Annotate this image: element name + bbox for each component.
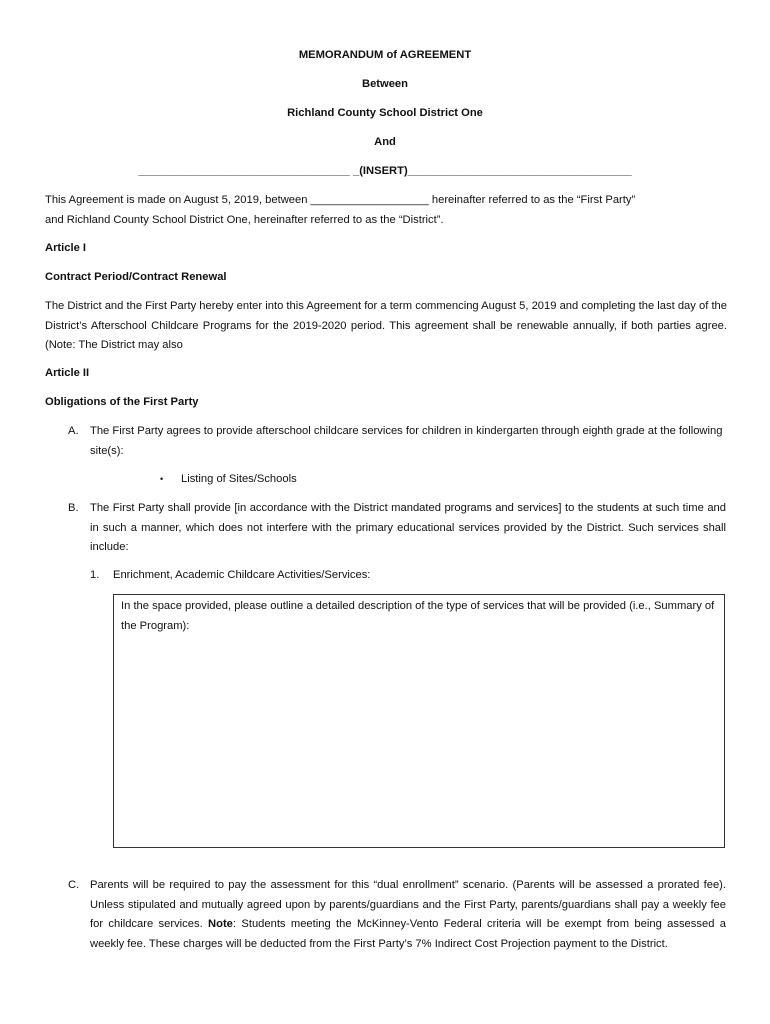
item-c-text-after: : Students meeting the McKinney-Vento Federal criteria will be exempt from being assessed a weekly fee. These charges will be deducted from the First Party’s 7% Indirect Cost Projection payment to the District.: [90, 918, 726, 950]
district-name: Richland County School District One: [287, 107, 483, 119]
program-summary-prompt: In the space provided, please outline a detailed description of the type of services that will be provided (i.e., Summary of the Program):: [121, 600, 715, 632]
item-a-text: The First Party agrees to provide afterschool childcare services for children in kindergarten through eighth grade at the following site(s):: [90, 425, 723, 457]
bullet-icon: •: [160, 474, 164, 484]
intro-paragraph: [45, 191, 727, 230]
item-c-marker: C.: [68, 879, 80, 891]
article-1-subheading: Contract Period/Contract Renewal: [45, 271, 227, 283]
between-label: Between: [361, 78, 408, 90]
item-a-marker: A.: [68, 425, 79, 437]
sites-list-item: Listing of Sites/Schools: [181, 473, 297, 485]
and-label: And: [374, 136, 396, 148]
note-label: Note: [208, 918, 233, 930]
intro-line-2: and Richland County School District One, hereinafter referred to as the “District”.: [45, 213, 444, 226]
item-c-text-before: Parents will be required to pay the assessment for this “dual enrollment” scenario. (Parents will be assessed a prorated fee). Unless stipulated and mutually agreed upon by parents/guardians and the First Party, parents/guardians shall pay a weekly fee for childcare services.: [90, 879, 726, 930]
article-1-body: The District and the First Party hereby enter into this Agreement for a term commencing August 5, 2019 and completing the last day of the District’s Afterschool Childcare Programs for the 2019-2020 period. This agreement shall be renewable annually, if both parties agree. (Note: The District may also: [45, 300, 727, 351]
article-2-heading: Article II: [45, 367, 90, 379]
item-c-paragraph: [90, 876, 726, 954]
article-1-heading: Article I: [45, 242, 87, 254]
program-summary-box[interactable]: [113, 594, 725, 848]
article-2-subheading: Obligations of the First Party: [45, 396, 199, 408]
subitem-1-marker: 1.: [90, 569, 100, 581]
insert-party-line: __________________________________ _(INSERT)____________________________________: [138, 165, 632, 177]
document-title: MEMORANDUM of AGREEMENT: [298, 49, 472, 61]
intro-line-1: This Agreement is made on August 5, 2019, between ___________________ hereinafter referred to as the “First Party”: [45, 194, 636, 206]
item-b-marker: B.: [68, 502, 79, 514]
subitem-1-text: Enrichment, Academic Childcare Activities/Services:: [113, 569, 371, 581]
item-b-text: The First Party shall provide [in accordance with the District mandated programs and services] to the students at such time and in such a manner, which does not interfere with the primary educational services provided by the District. Such services shall include:: [90, 502, 726, 553]
